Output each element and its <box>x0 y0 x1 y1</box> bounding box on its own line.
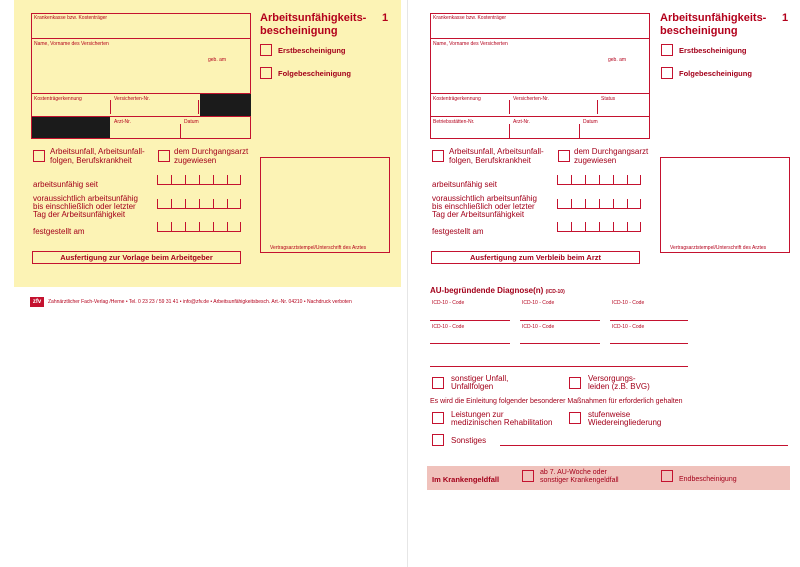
sonstiger-unfall-checkbox[interactable] <box>432 377 444 389</box>
versorgung-label-2: leiden (z.B. BVG) <box>588 382 650 391</box>
field-separator <box>430 116 650 117</box>
erst-checkbox[interactable] <box>260 44 272 56</box>
unfall-label-1: Arbeitsunfall, Arbeitsunfall- <box>50 147 145 156</box>
folge-label: Folgebescheinigung <box>278 69 351 78</box>
betrieb-label: Betriebsstätten-Nr. <box>433 119 475 125</box>
geb-label: geb. am <box>608 57 627 63</box>
festgestellt-date-field[interactable] <box>557 219 641 232</box>
right-footer-button: Ausfertigung zum Verbleib beim Arzt <box>431 251 640 264</box>
voraus-label-3: Tag der Arbeitsunfähigkeit <box>33 210 126 219</box>
leistungen-checkbox[interactable] <box>432 412 444 424</box>
stufenweise-label-1: stufenweise <box>588 410 631 419</box>
voraus-label-1: voraussichtlich arbeitsunfähig <box>432 194 537 203</box>
icd-label: ICD-10 - Code <box>612 300 645 306</box>
field-tick <box>110 100 111 114</box>
field-separator <box>430 93 650 94</box>
field-tick <box>180 124 181 138</box>
sonstiger-unfall-label-2: Unfallfolgen <box>451 382 494 391</box>
field-tick <box>597 100 598 114</box>
copy-number: 1 <box>782 12 789 24</box>
durchgang-label-1: dem Durchgangsarzt <box>174 147 249 156</box>
geb-label: geb. am <box>208 57 227 63</box>
voraus-label-2: bis einschließlich oder letzter <box>33 202 136 211</box>
kassen-label: Kostenträgerkennung <box>433 96 481 102</box>
sonstiger-unfall-label-1: sonstiger Unfall, <box>451 374 509 383</box>
icd-label: ICD-10 - Code <box>522 300 555 306</box>
stufenweise-checkbox[interactable] <box>569 412 581 424</box>
icd-label: ICD-10 - Code <box>432 324 465 330</box>
icd-field-line[interactable] <box>430 343 510 344</box>
festgestellt-label: festgestellt am <box>33 227 85 236</box>
unfall-label-1: Arbeitsunfall, Arbeitsunfall- <box>449 147 544 156</box>
unfall-checkbox[interactable] <box>432 150 444 162</box>
ab7-label-2: sonstiger Krankengeldfall <box>540 477 619 484</box>
festgestellt-date-field[interactable] <box>157 219 241 232</box>
versicherten-label: Versicherten-Nr. <box>513 96 549 102</box>
sonstiges-field-line[interactable] <box>500 445 788 446</box>
voraus-label-2: bis einschließlich oder letzter <box>432 202 535 211</box>
krankengeld-label: Im Krankengeldfall <box>432 475 500 484</box>
stamp-box <box>260 157 390 253</box>
icd-field-line[interactable] <box>610 343 688 344</box>
erst-label: Erstbescheinigung <box>278 46 346 55</box>
leistungen-label-2: medizinischen Rehabilitation <box>451 418 553 427</box>
erst-checkbox[interactable] <box>661 44 673 56</box>
ab7-checkbox[interactable] <box>522 470 534 482</box>
durchgang-label-2: zugewiesen <box>174 156 217 165</box>
au-seit-date-field[interactable] <box>157 172 241 185</box>
stufenweise-label-2: Wiedereingliederung <box>588 418 662 427</box>
field-tick <box>579 124 580 138</box>
durchgang-checkbox[interactable] <box>558 150 570 162</box>
name-label: Name, Vorname des Versicherten <box>433 41 508 47</box>
massnahmen-text: Es wird die Einleitung folgender besonderer Maßnahmen für erforderlich gehalten <box>430 398 683 405</box>
icd-label: ICD-10 - Code <box>612 324 645 330</box>
icd-field-line[interactable] <box>520 320 600 321</box>
icd-field-line[interactable] <box>520 343 600 344</box>
arzt-label: Arzt-Nr. <box>114 119 131 125</box>
ab7-label-1: ab 7. AU-Woche oder <box>540 469 607 476</box>
page-divider <box>407 0 408 567</box>
leistungen-label-1: Leistungen zur <box>451 410 504 419</box>
name-label: Name, Vorname des Versicherten <box>34 41 109 47</box>
icd-field-line[interactable] <box>430 366 688 367</box>
form-title-line2: bescheinigung <box>660 25 738 37</box>
voraus-date-field[interactable] <box>557 196 641 209</box>
icd-label: ICD-10 - Code <box>432 300 465 306</box>
endbescheinigung-label: Endbescheinigung <box>679 476 737 483</box>
arzt-label: Arzt-Nr. <box>513 119 530 125</box>
form-title-line1: Arbeitsunfähigkeits- <box>260 12 367 24</box>
stamp-label: Vertragsarztstempel/Unterschrift des Arztes <box>270 245 367 251</box>
folge-checkbox[interactable] <box>661 67 673 79</box>
datum-label: Datum <box>184 119 199 125</box>
status-redaction <box>200 94 251 116</box>
au-seit-label: arbeitsunfähig seit <box>33 180 98 189</box>
publisher-line: Zahnärztlicher Fach-Verlag /Herne • Tel. 0 23 23 / 59 31 41 • info@zfv.de • Arbeitsunfähigkeitsbesch. Art.-Nr. 04210 • Nachdruck verboten <box>48 299 352 305</box>
voraus-date-field[interactable] <box>157 196 241 209</box>
field-tick <box>509 100 510 114</box>
unfall-label-2: folgen, Berufskrankheit <box>50 156 132 165</box>
copy-number: 1 <box>382 12 389 24</box>
icd-label: ICD-10 - Code <box>522 324 555 330</box>
betrieb-redaction <box>32 117 110 138</box>
durchgang-checkbox[interactable] <box>158 150 170 162</box>
left-footer-button: Ausfertigung zur Vorlage beim Arbeitgeber <box>32 251 241 264</box>
durchgang-label-2: zugewiesen <box>574 156 617 165</box>
versorgung-label-1: Versorgungs- <box>588 374 636 383</box>
krankenkasse-label: Krankenkasse bzw. Kostenträger <box>34 15 108 21</box>
unfall-label-2: folgen, Berufskrankheit <box>449 156 531 165</box>
stamp-label: Vertragsarztstempel/Unterschrift des Arztes <box>670 245 767 251</box>
publisher-logo: zfv <box>30 297 44 307</box>
kassen-label: Kostenträgerkennung <box>34 96 82 102</box>
durchgang-label-1: dem Durchgangsarzt <box>574 147 649 156</box>
datum-label: Datum <box>583 119 598 125</box>
status-label: Status <box>601 96 616 102</box>
sonstiges-checkbox[interactable] <box>432 434 444 446</box>
sonstiges-label: Sonstiges <box>451 436 487 445</box>
voraus-label-1: voraussichtlich arbeitsunfähig <box>33 194 138 203</box>
field-separator <box>430 38 650 39</box>
stamp-box <box>660 157 790 253</box>
field-tick <box>198 100 199 114</box>
erst-label: Erstbescheinigung <box>679 46 747 55</box>
festgestellt-label: festgestellt am <box>432 227 484 236</box>
field-separator <box>31 38 251 39</box>
icd-field-line[interactable] <box>610 320 688 321</box>
form-title-line2: bescheinigung <box>260 25 338 37</box>
diagnose-title: AU-begründende Diagnose(n) (ICD-10) <box>430 286 565 295</box>
versorgung-checkbox[interactable] <box>569 377 581 389</box>
krankenkasse-label: Krankenkasse bzw. Kostenträger <box>433 15 507 21</box>
endbescheinigung-checkbox[interactable] <box>661 470 673 482</box>
au-seit-label: arbeitsunfähig seit <box>432 180 497 189</box>
icd-field-line[interactable] <box>430 320 510 321</box>
versicherten-label: Versicherten-Nr. <box>114 96 150 102</box>
unfall-checkbox[interactable] <box>33 150 45 162</box>
field-tick <box>509 124 510 138</box>
au-seit-date-field[interactable] <box>557 172 641 185</box>
folge-checkbox[interactable] <box>260 67 272 79</box>
folge-label: Folgebescheinigung <box>679 69 752 78</box>
voraus-label-3: Tag der Arbeitsunfähigkeit <box>432 210 525 219</box>
form-title-line1: Arbeitsunfähigkeits- <box>660 12 767 24</box>
